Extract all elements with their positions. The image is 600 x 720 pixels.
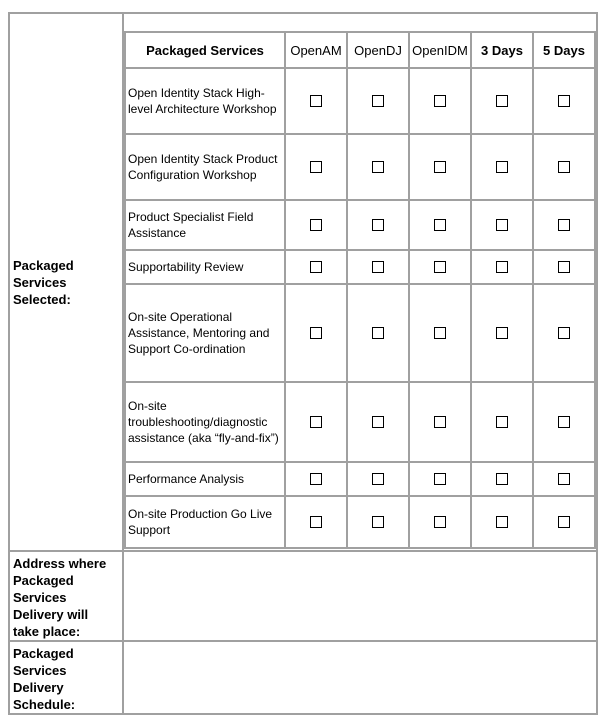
checkbox-icon[interactable] <box>496 416 508 428</box>
address-field[interactable] <box>123 551 597 641</box>
checkbox-cell <box>533 496 595 548</box>
label-line: Schedule: <box>13 697 76 712</box>
checkbox-icon[interactable] <box>372 161 384 173</box>
checkbox-icon[interactable] <box>434 219 446 231</box>
checkbox-icon[interactable] <box>310 327 322 339</box>
header-row <box>125 32 595 68</box>
checkbox-icon[interactable] <box>558 327 570 339</box>
label-line: Services <box>13 274 67 290</box>
service-name-line: Supportability Review <box>128 260 244 274</box>
services-grid-cell <box>123 13 597 551</box>
checkbox-cell <box>471 68 533 134</box>
checkbox-cell <box>533 200 595 250</box>
label-line: take place: <box>13 624 81 639</box>
schedule-label <box>9 641 123 714</box>
checkbox-cell <box>285 68 347 134</box>
service-name-line: Support <box>128 523 171 537</box>
service-row <box>125 382 595 462</box>
checkbox-cell <box>471 134 533 200</box>
checkbox-cell <box>471 496 533 548</box>
header-openidm: OpenIDM <box>409 32 471 68</box>
checkbox-icon[interactable] <box>372 327 384 339</box>
service-name-line: Open Identity Stack High- <box>128 86 265 100</box>
service-row <box>125 200 595 250</box>
checkbox-icon[interactable] <box>310 261 322 273</box>
label-line: Delivery <box>13 680 64 695</box>
checkbox-icon[interactable] <box>434 261 446 273</box>
order-form-table <box>8 12 598 715</box>
checkbox-icon[interactable] <box>310 416 322 428</box>
service-name-line: On-site Operational <box>128 310 233 324</box>
checkbox-cell <box>471 250 533 284</box>
service-row <box>125 496 595 548</box>
checkbox-icon[interactable] <box>558 95 570 107</box>
checkbox-icon[interactable] <box>558 473 570 485</box>
checkbox-cell <box>409 496 471 548</box>
service-name-line: Open Identity Stack Product <box>128 152 278 166</box>
checkbox-cell <box>285 462 347 496</box>
address-label <box>9 551 123 641</box>
label-line: Services <box>13 590 67 605</box>
checkbox-cell <box>347 250 409 284</box>
checkbox-cell <box>347 462 409 496</box>
label-line: Delivery will <box>13 607 89 622</box>
header-opendj: OpenDJ <box>347 32 409 68</box>
checkbox-icon[interactable] <box>496 261 508 273</box>
checkbox-icon[interactable] <box>310 161 322 173</box>
header-openam: OpenAM <box>285 32 347 68</box>
label-line: Packaged <box>13 573 74 588</box>
service-name <box>125 68 285 134</box>
checkbox-cell <box>347 68 409 134</box>
service-name-line: Assistance, Mentoring and <box>128 326 270 340</box>
checkbox-cell <box>285 284 347 382</box>
checkbox-cell <box>409 382 471 462</box>
checkbox-cell <box>347 134 409 200</box>
service-name-line: Support Co-ordination <box>128 342 246 356</box>
label-line: Services <box>13 663 67 678</box>
checkbox-icon[interactable] <box>434 327 446 339</box>
service-row <box>125 250 595 284</box>
checkbox-cell <box>285 134 347 200</box>
service-name <box>125 284 285 382</box>
checkbox-cell <box>347 496 409 548</box>
checkbox-icon[interactable] <box>434 473 446 485</box>
checkbox-cell <box>471 200 533 250</box>
services-grid <box>124 14 596 549</box>
checkbox-cell <box>533 382 595 462</box>
checkbox-icon[interactable] <box>310 95 322 107</box>
checkbox-cell <box>409 200 471 250</box>
service-name <box>125 382 285 462</box>
checkbox-icon[interactable] <box>310 219 322 231</box>
service-name-line: On-site Production Go Live <box>128 507 273 521</box>
checkbox-icon[interactable] <box>434 416 446 428</box>
checkbox-icon[interactable] <box>496 95 508 107</box>
checkbox-cell <box>409 134 471 200</box>
checkbox-cell <box>533 284 595 382</box>
header-packaged-services: Packaged Services <box>125 32 285 68</box>
label-line: Address where <box>13 556 107 571</box>
checkbox-cell <box>285 250 347 284</box>
checkbox-cell <box>533 68 595 134</box>
checkbox-icon[interactable] <box>372 261 384 273</box>
service-name-line: Product Specialist Field <box>128 210 254 224</box>
checkbox-cell <box>347 284 409 382</box>
checkbox-icon[interactable] <box>372 516 384 528</box>
checkbox-icon[interactable] <box>496 473 508 485</box>
service-name <box>125 496 285 548</box>
checkbox-cell <box>471 382 533 462</box>
checkbox-icon[interactable] <box>558 416 570 428</box>
checkbox-icon[interactable] <box>310 516 322 528</box>
header-5-days: 5 Days <box>533 32 595 68</box>
checkbox-cell <box>285 382 347 462</box>
checkbox-cell <box>471 284 533 382</box>
checkbox-cell <box>347 200 409 250</box>
checkbox-icon[interactable] <box>372 95 384 107</box>
service-row <box>125 284 595 382</box>
checkbox-icon[interactable] <box>558 161 570 173</box>
checkbox-cell <box>409 68 471 134</box>
checkbox-icon[interactable] <box>496 219 508 231</box>
checkbox-icon[interactable] <box>558 516 570 528</box>
service-row <box>125 68 595 134</box>
service-name-line: On-site <box>128 399 167 413</box>
checkbox-icon[interactable] <box>310 473 322 485</box>
checkbox-cell <box>409 462 471 496</box>
checkbox-icon[interactable] <box>372 219 384 231</box>
checkbox-cell <box>285 200 347 250</box>
checkbox-icon[interactable] <box>558 261 570 273</box>
blank-row <box>125 14 595 32</box>
label-line: Packaged <box>13 646 74 661</box>
service-name-line: Performance Analysis <box>128 472 245 486</box>
checkbox-cell <box>409 250 471 284</box>
service-name-line: Configuration Workshop <box>128 168 257 182</box>
checkbox-cell <box>347 382 409 462</box>
checkbox-icon[interactable] <box>372 473 384 485</box>
service-name <box>125 250 285 284</box>
checkbox-icon[interactable] <box>434 95 446 107</box>
header-3-days: 3 Days <box>471 32 533 68</box>
checkbox-icon[interactable] <box>496 516 508 528</box>
packaged-services-selected-label <box>9 13 123 551</box>
checkbox-icon[interactable] <box>558 219 570 231</box>
checkbox-icon[interactable] <box>434 161 446 173</box>
service-name-line: assistance (aka “fly-and-fix”) <box>128 431 279 445</box>
checkbox-cell <box>285 496 347 548</box>
checkbox-cell <box>533 250 595 284</box>
checkbox-cell <box>409 284 471 382</box>
checkbox-icon[interactable] <box>372 416 384 428</box>
label-line: Selected: <box>13 291 71 307</box>
checkbox-cell <box>471 462 533 496</box>
service-name-line: Assistance <box>128 226 187 240</box>
service-name-line: troubleshooting/diagnostic <box>128 415 268 429</box>
checkbox-icon[interactable] <box>434 516 446 528</box>
service-name <box>125 462 285 496</box>
service-row <box>125 134 595 200</box>
checkbox-icon[interactable] <box>496 161 508 173</box>
service-name <box>125 200 285 250</box>
label-line: Packaged <box>13 257 74 273</box>
checkbox-cell <box>533 462 595 496</box>
checkbox-icon[interactable] <box>496 327 508 339</box>
service-name-line: level Architecture Workshop <box>128 102 277 116</box>
checkbox-cell <box>533 134 595 200</box>
service-name <box>125 134 285 200</box>
service-row <box>125 462 595 496</box>
schedule-field[interactable] <box>123 641 597 714</box>
